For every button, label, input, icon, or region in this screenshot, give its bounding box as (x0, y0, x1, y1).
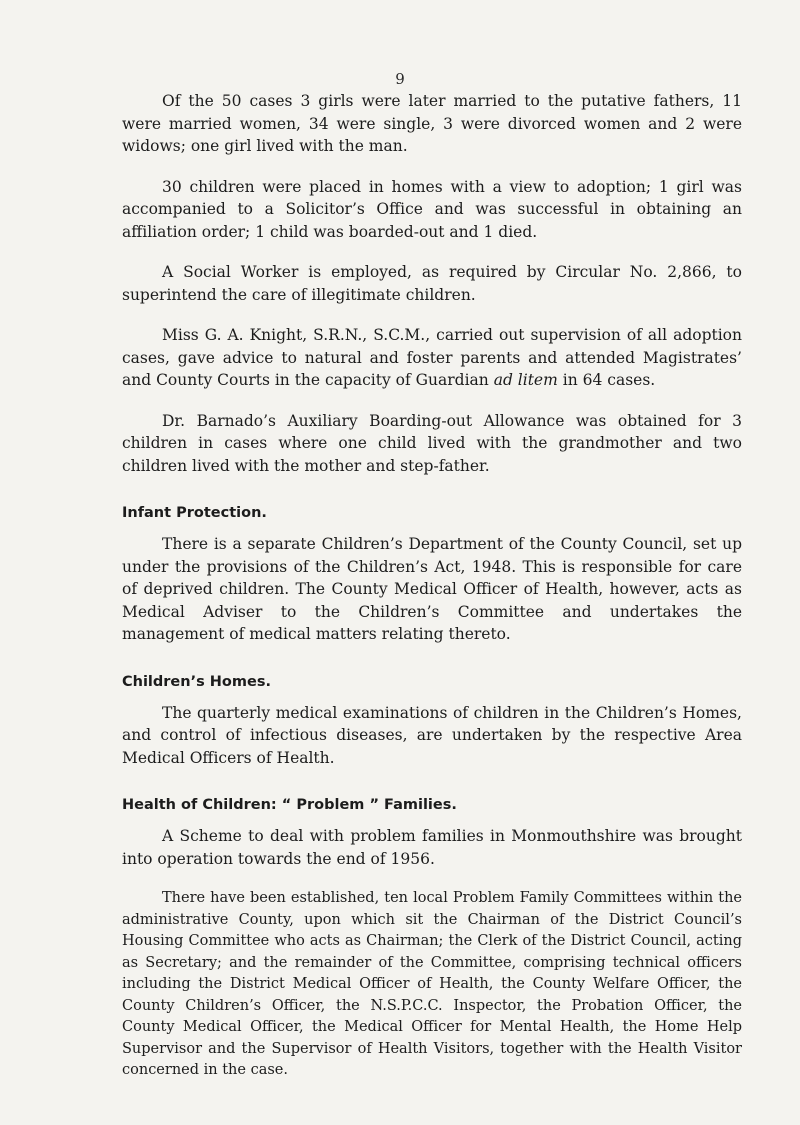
paragraph-placements: 30 children were placed in homes with a view to adoption; 1 girl was accompanied to a Solicitor’s Office and was successful in obtaining an affiliation order; 1 child was boarded-out and 1 died. (122, 177, 742, 241)
paragraph-problem-committees: There have been established, ten local Problem Family Committees within the administrative County, upon which sit the Chairman of the District Council’s Housing Committee who acts as Chairman; the Clerk of the District Council, acting as Secretary; and the remainder of the Committee, comprising technical officers including the District Medical Officer of Health, the County Welfare Officer, the County Children’s Officer, the N.S.P.C.C. Inspector, the Probation Officer, the County Medical Officer, the Medical Officer for Mental Health, the Home Help Supervisor and the Supervisor of Health Visitors, together with the Health Visitor concerned in the case. (122, 890, 742, 1078)
paragraph-marital-status: Of the 50 cases 3 girls were later married to the putative fathers, 11 were married women, 34 were single, 3 were divorced women and 2 were widows; one girl lived with the man. (122, 92, 742, 155)
adoption-text-end: in 64 cases. (562, 371, 656, 389)
paragraph-boarding-out: Dr. Barnado’s Auxiliary Boarding-out Allowance was obtained for 3 children in cases where one child lived with the grandmother and two children lived with the mother and step-father. (122, 411, 742, 475)
heading-problem-families: Health of Children: “ Problem ” Families. (122, 797, 457, 813)
paragraph-quarterly-examinations: The quarterly medical examinations of children in the Children’s Homes, and control of infectious diseases, are undertaken by the respective Area Medical Officers of Health. (122, 703, 742, 767)
paragraph-social-worker: A Social Worker is employed, as required by Circular No. 2,866, to superintend the care of illegitimate children. (122, 263, 742, 304)
paragraph-adoption-supervision (122, 324, 742, 392)
paragraph-childrens-department: There is a separate Children’s Department of the County Council, set up under the provisions of the Children’s Act, 1948. This is responsible for care of deprived children. The County Medical Officer of Health, however, acts as Medical Adviser to the Children’s Committee and undertakes the management of medical matters relating thereto. (122, 535, 742, 643)
paragraph-problem-scheme: A Scheme to deal with problem families in Monmouthshire was brought into operation towards the end of 1956. (122, 827, 742, 868)
adoption-text-latin: ad litem (493, 371, 558, 389)
page-body (122, 90, 742, 1100)
page-number: 9 (395, 70, 405, 88)
heading-childrens-homes: Children’s Homes. (122, 673, 271, 690)
adoption-text-start: Miss G. A. Knight, S.R.N., S.C.M., carried out supervision of all adoption cases, gave advice to natural and foster parents and attended Magistrates’ and County Courts in the capacity of Guardian (122, 326, 742, 389)
heading-infant-protection: Infant Protection. (122, 505, 267, 521)
